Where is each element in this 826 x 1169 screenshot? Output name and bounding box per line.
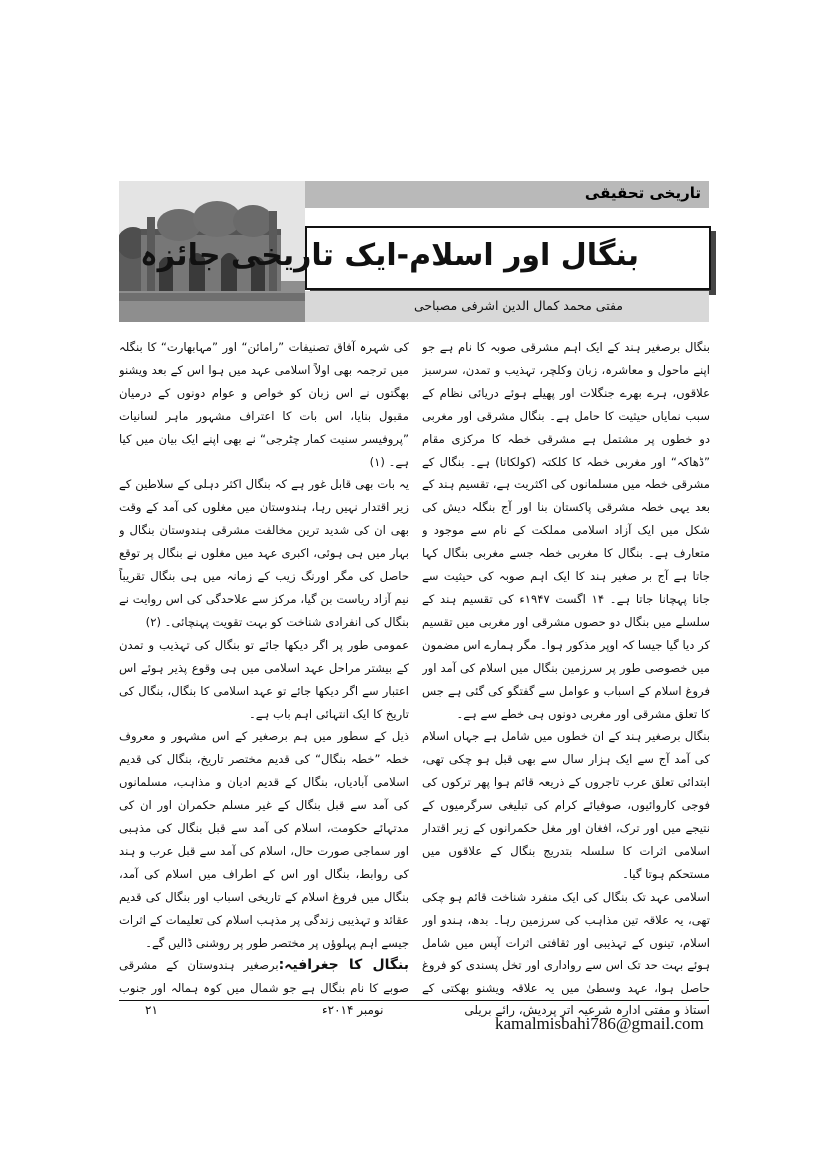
paragraph: اسلامی عہد تک بنگال کی ایک منفرد شناخت قائم ہو چکی تھی، یہ علاقہ تین مذاہب کی سرزمین رہا۔ بدھ، ہندو اور اسلام، تینوں کے تہذیبی اور ثقافتی اثرات آپس میں شامل ہوئے بہت حد تک اس سے رواداری اور تخل پسندی کو فروغ حاصل ہوا، عہد وسطیٰ میں یہ علاقہ ویشنو بھکتی کے xyxy=(422,889,710,996)
section-bar xyxy=(305,181,709,208)
paragraph: بنگال برصغیر ہند کے ایک اہم مشرقی صوبہ کا نام ہے جو اپنے ماحول و معاشرہ، زبان وکلچر، تہذیب و تمدن، سرسبز علاقوں، ہرے بھرے جنگلات اور پھیلے ہوئے دریائی نظام کے سبب نمایاں حیثیت کا حامل ہے۔ بنگال مشرقی اور مغربی دو خطوں پر مشتمل ہے مشرقی خطہ کا مرکزی مقام ”ڈھاکہ“ اور مغربی خطہ کا کلکتہ (کولکاتا) ہے۔ بنگال کے مشرقی خطہ میں مسلمانوں کی اکثریت ہے، تقسیم ہند کے بعد یہی خطہ مشرقی پاکستان بنا اور آج بنگلہ دیش کی شکل میں ایک آزاد اسلامی مملکت کے نام سے موجود و متعارف ہے۔ بنگال کا مغربی خطہ جسے مغربی بنگال کہا جاتا ہے آج بر صغیر ہند کا ایک اہم صوبہ کی حیثیت سے جانا پہچانا جاتا ہے۔ ۱۴ اگست ۱۹۴۷ء کی تقسیم ہند کے سلسلے میں بنگال دو حصوں مشرقی اور مغربی میں تقسیم کر دیا گیا جیسا کہ اوپر مذکور ہوا۔ مگر ہمارے اس مضمون میں خصوصی طور پر سرزمین بنگال میں اسلام کی آمد اور فروغ اسلام کے اسباب و عوامل سے گفتگو کی گئی ہے جس کا تعلق مشرقی اور مغربی دونوں ہی خطے سے ہے۔ xyxy=(422,340,710,721)
subheading: بنگال کا جغرافیہ: xyxy=(278,957,409,974)
author-affiliation: استاذ و مفتی ادارہ شرعیہ اتر پردیش، رائے بریلی xyxy=(464,1003,710,1017)
paragraph xyxy=(119,954,409,996)
issue-date: نومبر ۲۰۱۴ء xyxy=(322,1003,384,1017)
footer-divider xyxy=(119,1000,709,1001)
author-name: مفتی محمد کمال الدین اشرفی مصباحی xyxy=(413,298,623,313)
author-strip xyxy=(305,291,709,322)
paragraph: بنگال برصغیر ہند کے ان خطوں میں شامل ہے جہاں اسلام کی آمد آج سے ایک ہزار سال سے بھی قبل ہو چکی تھی، ابتدائی تعلق عرب تاجروں کے ذریعہ قائم ہوا پھر ترکوں کی فوجی کاروائیوں، صوفیائے کرام کی تبلیغی سرگرمیوں کے نتیجے میں اور ترک، افغان اور مغل حکمرانوں کے زیر اقتدار اسلامی اثرات کا سلسلہ بتدریج بنگال کے علاقوں میں مستحکم ہوتا گیا۔ xyxy=(422,729,710,881)
article-title: بنگال اور اسلام-ایک تاریخی جائزہ xyxy=(140,238,639,273)
paragraph-text: برصغیر ہندوستان کے مشرقی صوبے کا نام بنگال ہے جو شمال میں کوہ ہمالہ اور جنوب xyxy=(119,958,409,996)
page-number: ۲۱ xyxy=(145,1003,158,1017)
text-column-right xyxy=(422,336,710,996)
section-label: تاریخی تحقیقی xyxy=(584,184,701,202)
text-column-left xyxy=(119,336,409,996)
author-email: kamalmisbahi786@gmail.com xyxy=(495,1014,704,1033)
paragraph: یہ بات بھی قابل غور ہے کہ بنگال اکثر دہلی کے سلاطین کے زیر اقتدار نہیں رہا، ہندوستان میں مغلوں کی آمد کے وقت بھی ان کی شدید ترین مخالفت مشرقی ہندوستان بنگال و بہار میں ہی ہوئی، اکبری عہد میں مغلوں نے بنگال پر توقع حاصل کی مگر اورنگ زیب کے زمانہ میں ہی بنگال تقریباً نیم آزاد ریاست بن گیا، مرکز سے علاحدگی کی اس روایت نے بنگال کی انفرادی شناخت کو بہت تقویت پہنچائی۔ (۲) xyxy=(119,477,409,629)
article-header xyxy=(119,181,709,322)
title-box xyxy=(140,226,711,290)
paragraph: کی شہرہ آفاق تصنیفات ”رامائن“ اور ”مہابھارت“ کا بنگلہ میں ترجمہ بھی اولاً اسلامی عہد میں ہوا اس کے بعد ویشنو بھگتوں نے اس زبان کو خواص و عوام دونوں کے درمیان مقبول بنایا، اس بات کا اعتراف مشہور ماہر لسانیات ”پروفیسر سنیت کمار چٹرجی“ نے بھی اپنے ایک بیان میں کیا ہے۔ (۱) xyxy=(119,340,409,469)
paragraph: عمومی طور پر اگر دیکھا جائے تو بنگال کی تہذیب و تمدن کے بیشتر مراحل عہد اسلامی میں ہی وقوع پذیر ہوئے اس اعتبار سے اگر دیکھا جائے تو عہد اسلامی کا بنگال، بنگال کی تاریخ کا ایک انتہائی اہم باب ہے۔ xyxy=(119,637,409,721)
paragraph: ذیل کے سطور میں ہم برصغیر کے اس مشہور و معروف خطہ ”خطہ بنگال“ کی قدیم مختصر تاریخ، بنگال کی قدیم اسلامی آبادیاں، بنگال کے قدیم ادیان و مذاہب، مسلمانوں کی آمد سے قبل بنگال کے غیر مسلم حکمران اور ان کی مدتہائے حکومت، اسلام کی آمد سے قبل بنگال کی مذہبی اور سماجی صورت حال، اسلام کی آمد سے قبل عرب و ہند کی روابط، بنگال اور اس کے اطراف میں اسلام کی آمد، بنگال میں فروغ اسلام کے تاریخی اسباب اور بنگال کی قدیم عقائد و تہذیبی زندگی پر مذہب اسلام کی تعلیمات کے اثرات جیسے اہم پہلوؤں پر مختصر طور پر روشنی ڈالیں گے۔ xyxy=(119,729,409,950)
